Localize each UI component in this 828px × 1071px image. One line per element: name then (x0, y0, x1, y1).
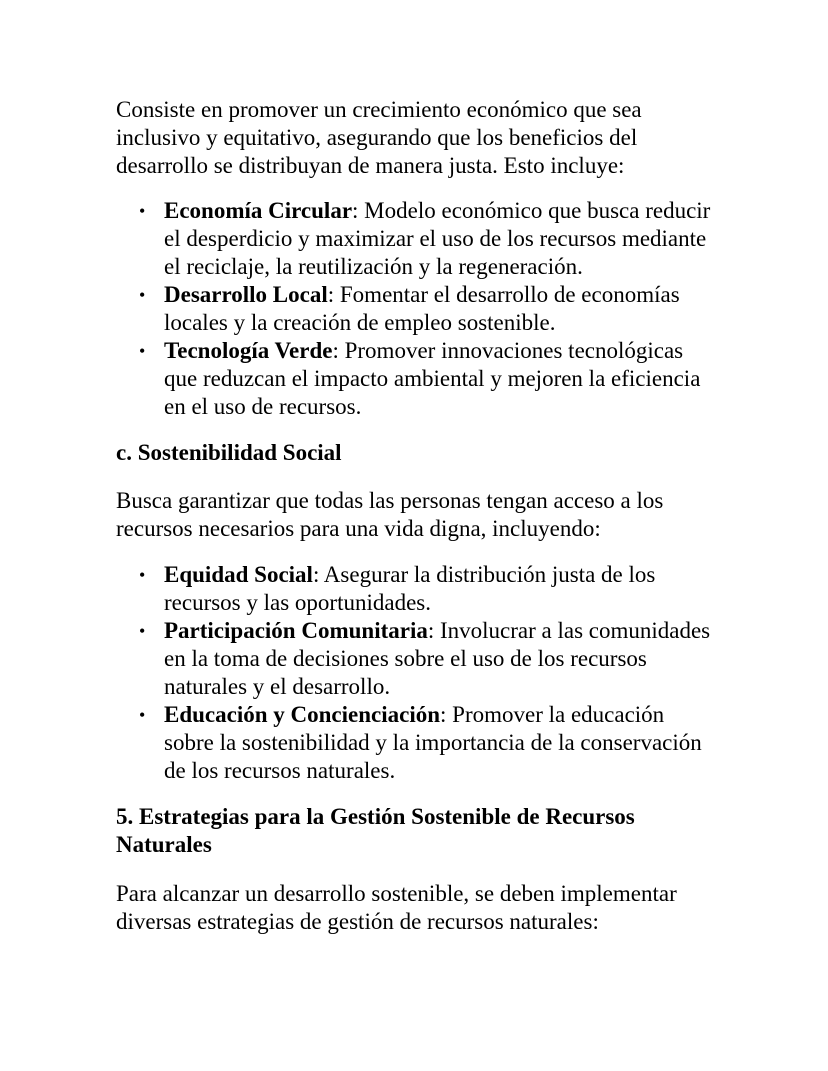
list-item-desc: : Promover innovaciones tecnológicas que reduzcan el impacto ambiental y mejoren la eficiencia en el uso de recursos. (164, 338, 701, 419)
list-item-term: Equidad Social (164, 562, 313, 587)
economic-list (116, 197, 716, 421)
list-item-term: Economía Circular (164, 198, 353, 223)
bullet-icon: • (139, 341, 146, 361)
list-item (116, 561, 716, 617)
list-item-desc: : Involucrar a las comunidades en la toma de decisiones sobre el uso de los recursos naturales y el desarrollo. (164, 618, 711, 699)
list-item-desc: : Promover la educación sobre la sostenibilidad y la importancia de la conservación de los recursos naturales. (164, 702, 702, 783)
strategies-paragraph: Para alcanzar un desarrollo sostenible, se deben implementar diversas estrategias de gestión de recursos naturales: (116, 881, 677, 934)
list-item-term: Participación Comunitaria (164, 618, 428, 643)
social-list (116, 561, 716, 785)
list-item-term: Desarrollo Local (164, 282, 328, 307)
list-item-desc: : Modelo económico que busca reducir el desperdicio y maximizar el uso de los recursos mediante el reciclaje, la reutilización y la regeneración. (164, 198, 711, 279)
section-heading-strategies: 5. Estrategias para la Gestión Sostenible de Recursos Naturales (116, 804, 635, 857)
list-item-desc: : Fomentar el desarrollo de economías locales y la creación de empleo sostenible. (164, 282, 680, 335)
list-item (116, 337, 716, 421)
list-item (116, 701, 716, 785)
social-paragraph: Busca garantizar que todas las personas tengan acceso a los recursos necesarios para una vida digna, incluyendo: (116, 488, 664, 541)
list-item (116, 281, 716, 337)
list-item (116, 197, 716, 281)
intro-paragraph: Consiste en promover un crecimiento económico que sea inclusivo y equitativo, asegurando que los beneficios del desarrollo se distribuyan de manera justa. Esto incluye: (116, 97, 642, 178)
bullet-icon: • (139, 565, 146, 585)
bullet-icon: • (139, 285, 146, 305)
list-item-term: Educación y Concienciación (164, 702, 441, 727)
section-heading-social: c. Sostenibilidad Social (116, 440, 342, 465)
bullet-icon: • (139, 705, 146, 725)
bullet-icon: • (139, 201, 146, 221)
bullet-icon: • (139, 621, 146, 641)
list-item-desc: : Asegurar la distribución justa de los recursos y las oportunidades. (164, 562, 656, 615)
list-item-term: Tecnología Verde (164, 338, 333, 363)
document-page (116, 96, 716, 936)
list-item (116, 617, 716, 701)
